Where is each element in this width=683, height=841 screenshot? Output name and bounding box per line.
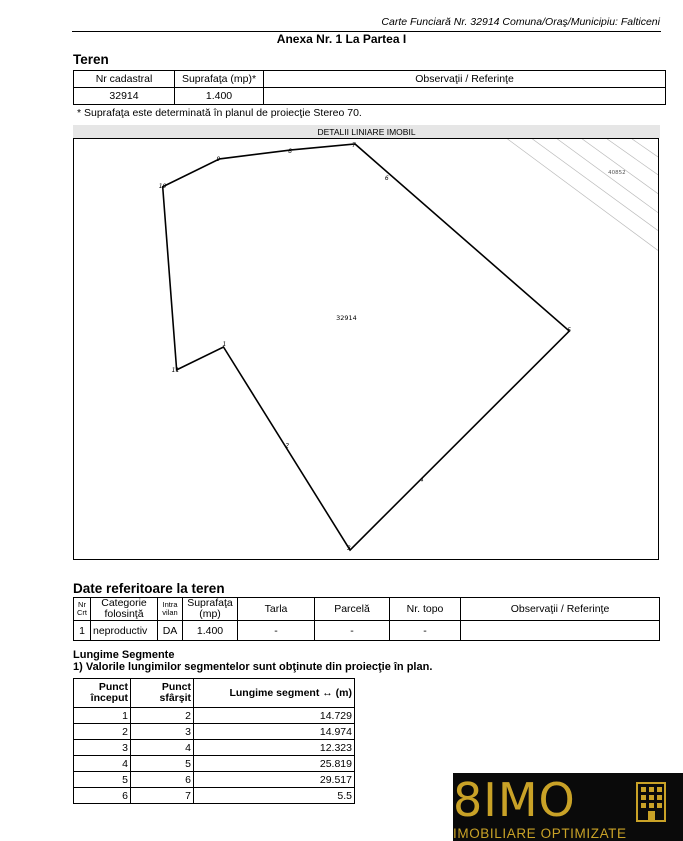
- col-observatii: Observaţii / Referinţe: [264, 71, 666, 88]
- neighbor-lines: [508, 139, 658, 250]
- teren-heading: Teren: [73, 52, 109, 67]
- logo-tagline: IMOBILIARE OPTIMIZATE: [453, 826, 627, 841]
- cell-start: 5: [74, 772, 131, 788]
- cell-length: 5.5: [194, 788, 355, 804]
- table-row: [74, 740, 355, 756]
- vertex-label-4: 4: [419, 476, 424, 484]
- cell-nr-cadastral: 32914: [74, 88, 175, 105]
- table-row: [74, 724, 355, 740]
- vertex-label-1: 1: [222, 341, 227, 349]
- parcel-plan: [73, 138, 659, 560]
- col-intravilan: Intra vilan: [158, 598, 183, 621]
- vertex-labels: [159, 142, 572, 552]
- document-header: Carte Funciară Nr. 32914 Comuna/Oraş/Municipiu: Falticeni: [381, 16, 660, 28]
- cell-length: 12.323: [194, 740, 355, 756]
- cell-observatii: [264, 88, 666, 105]
- vertex-label-5: 5: [567, 327, 572, 335]
- vertex-label-9: 9: [216, 155, 221, 163]
- cell-intravilan: DA: [158, 621, 183, 641]
- segments-subheading: 1) Valorile lungimilor segmentelor sunt obţinute din proiecţie în plan.: [73, 661, 433, 673]
- parcel-label: 32914: [336, 314, 357, 323]
- segments-title: [73, 649, 432, 673]
- vertex-label-11: 11: [171, 366, 180, 374]
- cell-suprafata: 1.400: [183, 621, 238, 641]
- col-nr-cadastral: Nr cadastral: [74, 71, 175, 88]
- date-teren-heading: Date referitoare la teren: [73, 581, 225, 596]
- col-suprafata: Suprafaţa (mp): [183, 598, 238, 621]
- table-row: [74, 772, 355, 788]
- cell-start: 1: [74, 708, 131, 724]
- col-nr-topo: Nr. topo: [390, 598, 461, 621]
- cell-suprafata: 1.400: [175, 88, 264, 105]
- watermark-logo: [453, 773, 683, 841]
- table-row: [74, 788, 355, 804]
- cell-observatii: [461, 621, 660, 641]
- cell-start: 4: [74, 756, 131, 772]
- cell-end: 6: [131, 772, 194, 788]
- cell-length: 14.974: [194, 724, 355, 740]
- annex-title: Anexa Nr. 1 La Partea I: [276, 32, 407, 46]
- cell-length: 25.819: [194, 756, 355, 772]
- vertex-label-3: 3: [347, 545, 351, 553]
- date-teren-table: [73, 597, 660, 641]
- cell-start: 3: [74, 740, 131, 756]
- col-nr-crt: Nr Crt: [74, 598, 91, 621]
- col-observatii: Observaţii / Referinţe: [461, 598, 660, 621]
- building-icon: [631, 779, 671, 823]
- cell-parcela: -: [315, 621, 390, 641]
- cell-start: 6: [74, 788, 131, 804]
- col-punct-inceput: Punct început: [74, 679, 131, 708]
- table-row: [74, 708, 355, 724]
- table-row: [74, 756, 355, 772]
- cell-categorie: neproductiv: [91, 621, 158, 641]
- cell-end: 5: [131, 756, 194, 772]
- projection-note: * Suprafaţa este determinată în planul de proiecţie Stereo 70.: [77, 107, 362, 119]
- col-categorie: Categorie folosinţă: [91, 598, 158, 621]
- vertex-label-7: 7: [352, 141, 356, 149]
- vertex-label-8: 8: [288, 147, 293, 155]
- logo-text: 8IMO: [453, 773, 576, 827]
- col-punct-sfarsit: Punct sfârşit: [131, 679, 194, 708]
- segments-table: [73, 678, 355, 804]
- segments-heading: Lungime Segmente: [73, 649, 175, 661]
- vertex-label-6: 6: [384, 174, 389, 182]
- cell-end: 4: [131, 740, 194, 756]
- cell-end: 3: [131, 724, 194, 740]
- neighbor-label: 40852: [608, 169, 626, 176]
- col-parcela: Parcelă: [315, 598, 390, 621]
- vertex-label-2: 2: [285, 442, 290, 450]
- cell-length: 29.517: [194, 772, 355, 788]
- col-suprafata: Suprafaţa (mp)*: [175, 71, 264, 88]
- teren-table: [73, 70, 666, 105]
- plan-title-bar: DETALII LINIARE IMOBIL: [73, 125, 660, 138]
- cell-end: 2: [131, 708, 194, 724]
- cell-start: 2: [74, 724, 131, 740]
- cell-length: 14.729: [194, 708, 355, 724]
- col-lungime: Lungime segment ↔ (m): [194, 679, 355, 708]
- vertex-label-10: 10: [158, 182, 167, 190]
- cell-end: 7: [131, 788, 194, 804]
- col-tarla: Tarla: [238, 598, 315, 621]
- cell-tarla: -: [238, 621, 315, 641]
- cell-nr-topo: -: [390, 621, 461, 641]
- cell-nr-crt: 1: [74, 621, 91, 641]
